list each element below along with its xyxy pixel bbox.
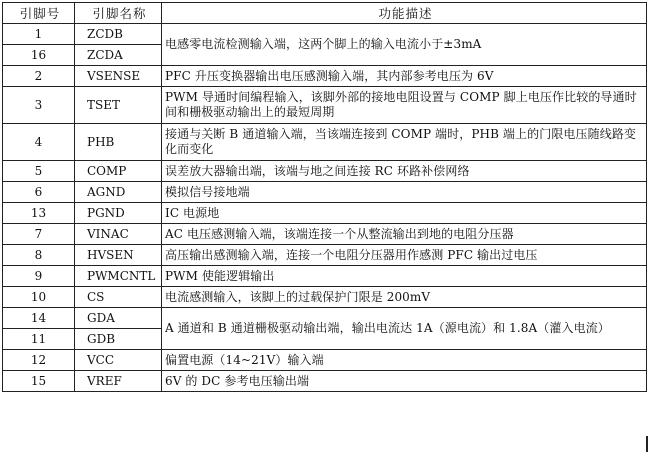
pin-number: 10 (3, 287, 75, 308)
text-cursor-mark (646, 436, 648, 452)
table-row (3, 350, 647, 371)
pin-number: 7 (3, 224, 75, 245)
table-row (3, 371, 647, 392)
pin-description: PWM 导通时间编程输入，该脚外部的接地电阻设置与 COMP 脚上电压作比较的导通时间和栅极驱动输出上的最短周期 (162, 87, 647, 124)
pin-number: 6 (3, 182, 75, 203)
pin-number: 11 (3, 329, 75, 350)
table-row (3, 87, 647, 124)
pin-name: VREF (75, 371, 162, 392)
pin-name: CS (75, 287, 162, 308)
table-row (3, 203, 647, 224)
pin-name: ZCDA (75, 45, 162, 66)
header-pin-number: 引脚号 (3, 3, 75, 24)
pin-description: 接通与关断 B 通道输入端，当该端连接到 COMP 端时，PHB 端上的门限电压随线路变化而变化 (162, 124, 647, 161)
pin-description: 电流感测输入，该脚上的过载保护门限是 200mV (162, 287, 647, 308)
table-row (3, 308, 647, 329)
pin-number: 15 (3, 371, 75, 392)
pin-description: 偏置电源（14~21V）输入端 (162, 350, 647, 371)
pin-number: 13 (3, 203, 75, 224)
pin-name: VSENSE (75, 66, 162, 87)
table-row (3, 66, 647, 87)
table-row (3, 182, 647, 203)
header-pin-name: 引脚名称 (75, 3, 162, 24)
pin-number: 8 (3, 245, 75, 266)
header-function: 功能描述 (162, 3, 647, 24)
pin-description: 模拟信号接地端 (162, 182, 647, 203)
pin-name: GDA (75, 308, 162, 329)
pin-name: PHB (75, 124, 162, 161)
table-row (3, 245, 647, 266)
pin-number: 9 (3, 266, 75, 287)
table-row (3, 287, 647, 308)
pin-number: 3 (3, 87, 75, 124)
pin-description: 误差放大器输出端，该端与地之间连接 RC 环路补偿网络 (162, 161, 647, 182)
pin-description: PFC 升压变换器输出电压感测输入端，其内部参考电压为 6V (162, 66, 647, 87)
pin-description: 6V 的 DC 参考电压输出端 (162, 371, 647, 392)
pin-name: PWMCNTL (75, 266, 162, 287)
pin-name: TSET (75, 87, 162, 124)
pin-name: GDB (75, 329, 162, 350)
pin-number: 12 (3, 350, 75, 371)
pin-description: 电感零电流检测输入端，这两个脚上的输入电流小于±3mA (162, 24, 647, 66)
pin-description: AC 电压感测输入端，该端连接一个从整流输出到地的电阻分压器 (162, 224, 647, 245)
pin-name: HVSEN (75, 245, 162, 266)
pin-name: VCC (75, 350, 162, 371)
pin-number: 16 (3, 45, 75, 66)
pin-number: 2 (3, 66, 75, 87)
pin-number: 4 (3, 124, 75, 161)
pin-number: 1 (3, 24, 75, 45)
pin-name: VINAC (75, 224, 162, 245)
table-row (3, 24, 647, 45)
pin-number: 5 (3, 161, 75, 182)
pin-function-table (2, 2, 647, 392)
table-row (3, 161, 647, 182)
pin-description: A 通道和 B 通道栅极驱动输出端，输出电流达 1A（源电流）和 1.8A（灌入电流） (162, 308, 647, 350)
table-row (3, 124, 647, 161)
table-row (3, 266, 647, 287)
table-header-row (3, 3, 647, 24)
pin-description: IC 电源地 (162, 203, 647, 224)
pin-name: PGND (75, 203, 162, 224)
pin-name: ZCDB (75, 24, 162, 45)
pin-name: AGND (75, 182, 162, 203)
table-row (3, 224, 647, 245)
pin-description: PWM 使能逻辑输出 (162, 266, 647, 287)
pin-number: 14 (3, 308, 75, 329)
pin-name: COMP (75, 161, 162, 182)
pin-description: 高压输出感测输入端，连接一个电阻分压器用作感测 PFC 输出过电压 (162, 245, 647, 266)
